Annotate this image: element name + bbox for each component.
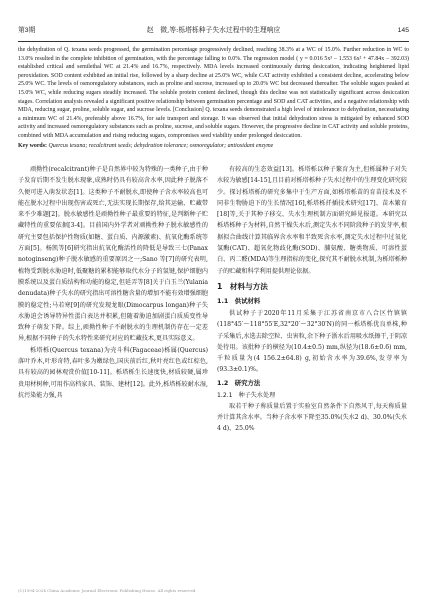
left-column bbox=[18, 164, 208, 401]
body-paragraph: 供试种子于2020年11月采集于江苏省南京市八合区竹镇镇(118°45′～118°55′E,32°20′～32°30′N)的同一栎塔栎优良单株,种子采集后,水选去除空粒、虫害粒,余下种子浙水后用吸水纸擦干,于阴凉处待用。该批种子的横径为(10.4±0.5) mm,纵径为(18.6±0.6) mm,千粒质量为(4 156.2±64.8) g,初始含水率为39.6%,发芽率为(93.3±0.1)%。 bbox=[217, 309, 407, 374]
section-heading: 1 材料与方法 bbox=[217, 281, 268, 291]
subsection-heading: 1.1 供试材料 bbox=[217, 296, 261, 305]
subsubsection-heading: 1.2.1 种子失水处理 bbox=[217, 391, 276, 399]
right-column bbox=[217, 164, 407, 435]
subsection-heading: 1.2 研究方法 bbox=[217, 378, 261, 387]
keywords-line bbox=[18, 142, 409, 151]
header-rule bbox=[18, 41, 409, 42]
body-paragraph: 栎塔栎(Quercus texana)为壳斗科(Fagaceae)栎属(Quercus)落叶乔木,叶形奇特,春叶多为嫩绿色,国庆前后红,秋叶亮红色或红棕色,具有较高的园林观赏价值[10-11]。栎塔栎生长速度快,材质较硬,属珍贵用材树种,可用作高档家具、装饰、建材[12]。此外,栎塔栎较耐水湿,抗污染能力强,具 bbox=[18, 346, 208, 399]
page-number: 145 bbox=[397, 27, 409, 34]
keywords-label: Key words: bbox=[18, 142, 47, 149]
copyright-note: (C)1994-2024 China Academic Journal Electronic Publishing House. All rights reserved. bbox=[18, 588, 197, 593]
issue-label: 第3期 bbox=[18, 27, 36, 34]
body-paragraph: 取若干种子称质量后置于实验室自然条件下自然风干,每天称质量并计算其含水率。当种子含水率下降至35.0%(失水2 d)、30.0%(失水4 d)、25.0% bbox=[217, 402, 407, 433]
keywords-text: Quercus texana; recalcitrant seeds; dehydration tolerance; osmoregulator; antioxidant enzyme bbox=[48, 142, 274, 149]
running-header bbox=[18, 24, 409, 38]
running-title: 赵 微,等:栎塔栎种子失水过程中的生理响应 bbox=[146, 26, 281, 34]
body-paragraph: 顽拗性(recalcitrant)种子是自然界中较为特殊的一类种子,由于种子发育后期不发生脱水现象,成熟时仍具有较高含水率,因此种子脱落不久便可进入萌发状态[1]。这类种子不耐脱水,即使种子含水率较高也可能在脱水过程中出现伤害或死亡,无法实现长期保存,给其运输、贮藏带来不少难题[2]。脱水敏感性是顽拗性种子最重要的特征,是判断种子贮藏特性的重要依据[3-4]。目前国内外学者对顽拗性种子脱水敏感性的研究主要包括保护性物质(如糖、蛋白质、内源激素)、抗氧化酶系统等方面[5]。杨凯等[6]研究指出抗氧化酶活性的降低是导致三七(Panax notoginseng)种子脱水敏感的重要原因之一;Sano 等[7]的研究表明,植物受到脱水胁迫时,低聚糖的累积能够取代水分子的氢键,保护细胞内膜系统以及蛋白质结构和功能的稳定,但延弄等[8]关于白玉兰(Yulania denudata)种子失水的研究指出可溶性糖含量的增加不能有效增强细胞膜的稳定性;马若寒[9]的研究发现龙眼(Dimocarpus longan)种子失水胁迫会诱导特异性蛋白表达并积累,但随着胁迫加剧蛋白质质变性导致种子萌发下降。综上,顽拗性种子不耐脱水的生理机制仍存在一定差异,根据不同种子的失水特性来研究对应的贮藏技术,更具实际意义。 bbox=[18, 166, 208, 343]
body-paragraph: 有较高的生态效益[13]。栎塔栎以种子繁育为主,但栎属种子对失水较为敏感[14-15],且目前对栎塔栎种子失水过程中的生理变化研究较少。探讨栎塔栎的研究多集中于生产方面,如栎塔栎苗的育苗技术及不同非生物胁迫下的生长情况[16],栎塔栎扦插技术研究[17]、苗木繁育[18]等,关于其种子移交、失水生理机制方面研究鲜见报道。本研究以栎塔栎种子为材料,自然干燥失水后,测定失水不同阶段种子的发芽率,根据拟合曲线计算其临界含水率和半致死含水率,测定失水过程中过氧化氢酶(CAT)、超氧化物歧化酶(SOD)、脯氨酸、糖类物质、可溶性蛋白、丙二醛(MDA)等生理指标的变化,探究其不耐脱水机制,为栎塔栎种子的贮藏和科学利用提供理论依据。 bbox=[217, 166, 407, 275]
english-abstract bbox=[18, 46, 409, 150]
abstract-text: the dehydration of Q. texana seeds progressed, the germination percentage progressively declined, reaching 38.3% at a WC of 15.0%. Further reduction in WC to 13.0% resulted in the complete inhibition of germination, with the percentage falling to 0.0%. The regression model ( y = 0.016 5x³ − 1.553 6x² + 47.84x − 392.03) established critical and semilethal WC at 21.4% and 16.7%, respectively. MDA levels increased continuously during desiccation, indicating heightened lipid peroxidation. SOD content exhibited an initial rise, followed by a sharp decline at 25.0% WC, while CAT activity exhibited a consistent decline, accelerating below 25.0% WC. The levels of osmoregulatory substances, such as proline and sucrose, increased up to 20.0% WC but decreased thereafter. The soluble sugars peaked at 15.0% WC, while reducing sugars steadily increased. The soluble protein content declined, though this decline was not statistically significant across desiccation stages. Correlation analysis revealed a significant positive relationship between germination percentage and SOD and CAT activities, and a negative relationship with MDA, reducing sugar, proline, soluble sugar, and sucrose levels. [Conclusion] Q. texana seeds demonstrated a high level of intolerance to dehydration, necessitating a minimum WC of 21.4%, preferably above 16.7%, for safe transport and storage. It was observed that initial dehydration stress is mitigated by enhanced SOD activity and increased osmoregulatory substances such as proline, sucrose, and soluble sugars. However, the progressive decline in CAT activity and soluble proteins, combined with MDA accumulation and rising reducing sugars, compromises seed viability under prolonged desiccation. bbox=[18, 47, 409, 139]
